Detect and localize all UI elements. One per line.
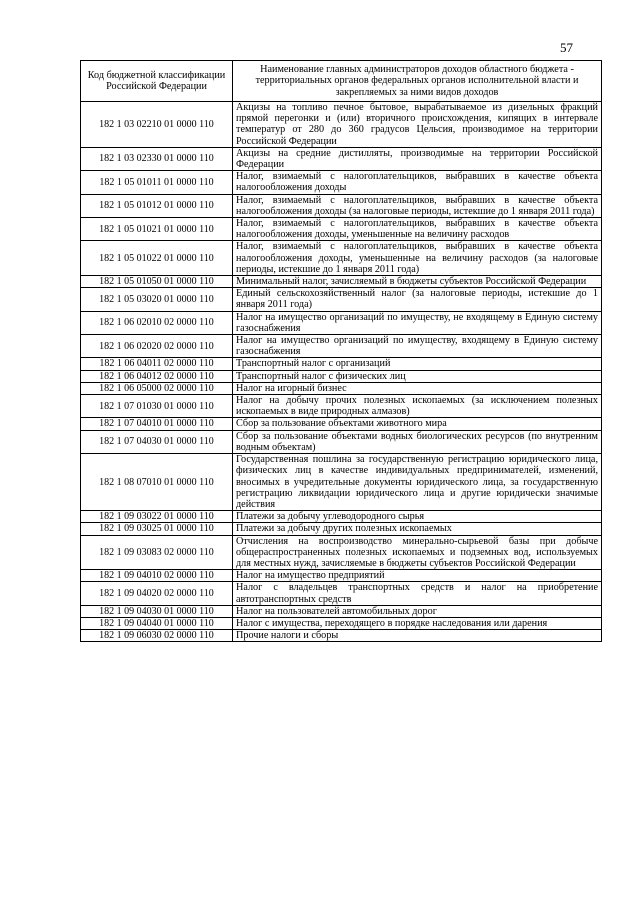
row-name: Налог на имущество предприятий [233,570,602,582]
row-code: 182 1 07 04010 01 0000 110 [81,418,233,430]
table-row [81,288,602,311]
row-name: Налог на игорный бизнес [233,382,602,394]
row-code: 182 1 07 01030 01 0000 110 [81,395,233,418]
table-row [81,395,602,418]
row-name: Транспортный налог с организаций [233,358,602,370]
page-number: 57 [560,40,573,55]
table-row [81,370,602,382]
header-name: Наименование главных администраторов доходов областного бюджета - территориальных органов федеральных органов исполнительной власти и закрепляемых за ними видов доходов [233,61,602,102]
row-name: Налог на имущество организаций по имуществу, не входящему в Единую систему газоснабжения [233,311,602,334]
row-code: 182 1 03 02210 01 0000 110 [81,102,233,148]
row-name: Акцизы на средние дистилляты, производимые на территории Российской Федерации [233,147,602,170]
row-name: Налог, взимаемый с налогоплательщиков, выбравших в качестве объекта налогообложения доходы [233,171,602,194]
table-row [81,617,602,629]
row-code: 182 1 05 01021 01 0000 110 [81,218,233,241]
table-row [81,570,602,582]
row-code: 182 1 06 04011 02 0000 110 [81,358,233,370]
table-row [81,335,602,358]
table-row [81,171,602,194]
table-row [81,311,602,334]
table-row [81,511,602,523]
row-code: 182 1 08 07010 01 0000 110 [81,454,233,511]
row-code: 182 1 06 02010 02 0000 110 [81,311,233,334]
row-name: Налог, взимаемый с налогоплательщиков, выбравших в качестве объекта налогообложения доходы, уменьшенные на величину расходов (за налоговые периоды, истекшие до 1 января 2011 года) [233,241,602,276]
row-code: 182 1 05 03020 01 0000 110 [81,288,233,311]
revenue-codes-table [80,60,602,642]
row-name: Отчисления на воспроизводство минерально-сырьевой базы при добыче общераспространенных полезных ископаемых и подземных вод, используемых для местных нужд, зачисляемые в бюджеты субъектов Российской Федерации [233,535,602,570]
row-name: Сбор за пользование объектами водных биологических ресурсов (по внутренним водным объектам) [233,430,602,453]
row-name: Единый сельскохозяйственный налог (за налоговые периоды, истекшие до 1 января 2011 года) [233,288,602,311]
row-code: 182 1 09 04040 01 0000 110 [81,617,233,629]
table-row [81,382,602,394]
row-code: 182 1 06 02020 02 0000 110 [81,335,233,358]
table-row [81,276,602,288]
table-row [81,535,602,570]
header-code: Код бюджетной классификации Российской Федерации [81,61,233,102]
row-code: 182 1 09 04030 01 0000 110 [81,605,233,617]
row-code: 182 1 05 01012 01 0000 110 [81,194,233,217]
row-name: Минимальный налог, зачисляемый в бюджеты субъектов Российской Федерации [233,276,602,288]
row-name: Прочие налоги и сборы [233,630,602,642]
row-code: 182 1 06 04012 02 0000 110 [81,370,233,382]
row-name: Налог, взимаемый с налогоплательщиков, выбравших в качестве объекта налогообложения доходы, уменьшенные на величину расходов [233,218,602,241]
table-row [81,102,602,148]
row-code: 182 1 06 05000 02 0000 110 [81,382,233,394]
row-name: Платежи за добычу углеводородного сырья [233,511,602,523]
row-code: 182 1 09 04020 02 0000 110 [81,582,233,605]
row-code: 182 1 09 03022 01 0000 110 [81,511,233,523]
row-name: Налог на добычу прочих полезных ископаемых (за исключением полезных ископаемых в виде природных алмазов) [233,395,602,418]
row-code: 182 1 09 03025 01 0000 110 [81,523,233,535]
table-row [81,418,602,430]
row-name: Налог на пользователей автомобильных дорог [233,605,602,617]
table-row [81,241,602,276]
row-code: 182 1 09 06030 02 0000 110 [81,630,233,642]
row-name: Налог с владельцев транспортных средств и налог на приобретение автотранспортных средств [233,582,602,605]
row-name: Налог на имущество организаций по имуществу, входящему в Единую систему газоснабжения [233,335,602,358]
table-row [81,218,602,241]
table-row [81,358,602,370]
table-row [81,630,602,642]
row-code: 182 1 09 03083 02 0000 110 [81,535,233,570]
row-name: Платежи за добычу других полезных ископаемых [233,523,602,535]
row-name: Сбор за пользование объектами животного мира [233,418,602,430]
row-code: 182 1 05 01011 01 0000 110 [81,171,233,194]
row-name: Государственная пошлина за государственную регистрацию юридического лица, физических лиц в качестве индивидуальных предпринимателей, изменений, вносимых в учредительные документы юридического лица, за государственную регистрацию ликвидации юридического лица и другие юридически значимые действия [233,454,602,511]
row-code: 182 1 05 01022 01 0000 110 [81,241,233,276]
table-row [81,454,602,511]
row-name: Транспортный налог с физических лиц [233,370,602,382]
table-row [81,147,602,170]
row-code: 182 1 05 01050 01 0000 110 [81,276,233,288]
table-row [81,582,602,605]
table-row [81,523,602,535]
table-header-row [81,61,602,102]
row-name: Налог с имущества, переходящего в порядке наследования или дарения [233,617,602,629]
row-name: Налог, взимаемый с налогоплательщиков, выбравших в качестве объекта налогообложения доходы (за налоговые периоды, истекшие до 1 января 2011 года) [233,194,602,217]
table-row [81,430,602,453]
table-row [81,194,602,217]
row-code: 182 1 03 02330 01 0000 110 [81,147,233,170]
row-code: 182 1 09 04010 02 0000 110 [81,570,233,582]
table-row [81,605,602,617]
row-name: Акцизы на топливо печное бытовое, вырабатываемое из дизельных фракций прямой перегонки и (или) вторичного происхождения, кипящих в интервале температур от 280 до 360 градусов Цельсия, производимое на территории Российской Федерации [233,102,602,148]
row-code: 182 1 07 04030 01 0000 110 [81,430,233,453]
